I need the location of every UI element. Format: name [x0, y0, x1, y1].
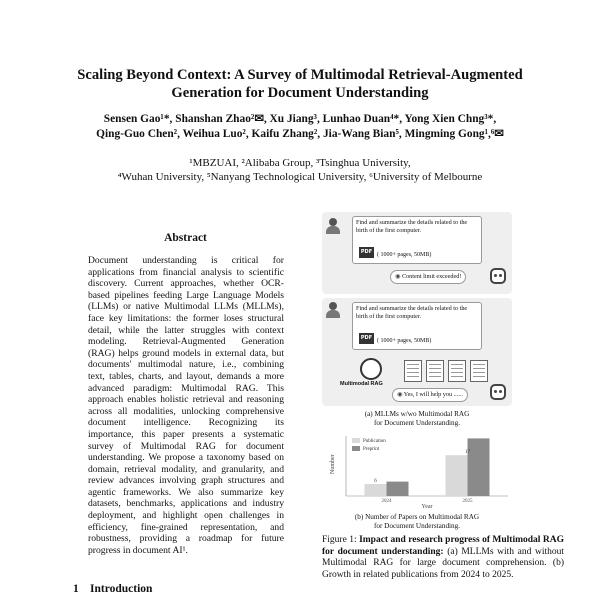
- data-label-2024: 6: [374, 479, 377, 484]
- figure-b-caption: (b) Number of Papers on Multimodal RAG for Document Understanding.: [354, 513, 480, 530]
- pdf-icon: PDF: [359, 247, 374, 258]
- section-number: 1: [73, 583, 79, 595]
- title-line-2: Generation for Document Understanding: [171, 85, 429, 101]
- figure-caption-prefix: Figure 1:: [322, 535, 357, 545]
- legend-label-preprint: Preprint: [363, 447, 380, 452]
- section-heading: Introduction: [90, 583, 153, 595]
- figure-caption-bold: Impact and research progress of Multimodal RAG for document understanding:: [322, 535, 564, 557]
- retrieved-document-icon: [448, 360, 466, 382]
- legend-label-publication: Publication: [363, 439, 386, 444]
- retrieved-document-icon: [404, 360, 422, 382]
- title-line-1: Scaling Beyond Context: A Survey of Multimodal Retrieval-Augmented: [77, 67, 523, 83]
- figure-caption: [322, 535, 564, 581]
- authors-line-2: Qing-Guo Chen², Weihua Luo², Kaifu Zhang², Jia-Wang Bian⁵, Mingming Gong¹,⁶✉: [96, 128, 504, 140]
- figure-a-caption: (a) MLLMs w/wo Multimodal RAG for Document Understanding.: [364, 410, 470, 427]
- legend-swatch-preprint: [352, 446, 360, 451]
- robot-icon: [490, 268, 506, 284]
- affiliations-line-2: ⁴Wuhan University, ⁵Nanyang Technological University, ⁶University of Melbourne: [117, 171, 483, 183]
- figure-a-panel-with-rag: [322, 298, 512, 406]
- section-introduction: [73, 583, 152, 595]
- authors-line-1: Sensen Gao¹*, Shanshan Zhao²✉, Xu Jiang³, Lunhao Duan⁴*, Yong Xien Chng³*,: [103, 113, 497, 125]
- check-icon: ◉: [397, 391, 404, 398]
- retrieved-document-icon: [426, 360, 444, 382]
- bar-preprint-2025: [468, 438, 490, 496]
- mrag-label: Multimodal RAG: [340, 381, 383, 387]
- bar-publication-2024: [365, 484, 387, 496]
- user-icon: [326, 302, 340, 318]
- user-icon: [326, 218, 340, 234]
- query-bubble: [352, 302, 482, 350]
- x-tick-label-2024: 2024: [381, 499, 392, 504]
- abstract-heading: Abstract: [164, 232, 207, 244]
- legend-swatch-publication: [352, 438, 360, 443]
- y-axis-label: Number: [330, 454, 336, 474]
- retrieved-document-icon: [470, 360, 488, 382]
- affiliations: [40, 156, 560, 184]
- query-text: Find and summarize the details related to the birth of the first computer.: [356, 305, 468, 320]
- pdf-icon: PDF: [359, 333, 374, 344]
- multimodal-rag-icon: [360, 358, 382, 380]
- figure-a-panel-without-rag: [322, 212, 512, 294]
- query-text: Find and summarize the details related to the birth of the first computer.: [356, 219, 468, 234]
- figure-caption-body: (a) MLLMs with and without Multimodal RAG for large document comprehension. (b) Growth in related publications from 2024 to 2025.: [322, 546, 564, 580]
- figure-b-chart: [322, 432, 512, 512]
- pages-label: ( 1000+ pages, 50MB): [377, 338, 432, 344]
- query-bubble: [352, 216, 482, 264]
- x-axis-label: Year: [421, 504, 433, 510]
- bar-publication-2025: [446, 455, 468, 496]
- affiliations-line-1: ¹MBZUAI, ²Alibaba Group, ³Tsinghua University,: [189, 157, 411, 169]
- data-label-2025: 17: [465, 450, 470, 456]
- paper-title: [40, 66, 560, 102]
- response-fail: ◉ Content limit exceeded!: [390, 270, 466, 284]
- x-tick-label-2025: 2025: [462, 499, 473, 504]
- pages-label: ( 1000+ pages, 50MB): [377, 252, 432, 258]
- robot-icon: [490, 384, 506, 400]
- abstract-body: Document understanding is critical for applications from financial analysis to scientific discovery. Current approaches, whether OCR-based pipelines feeding Large Language Models (LLMs) or native Multimodal LLMs (MLLMs), face key limitations: the former loses structural detail, while the latter struggles with context modeling. Retrieval-Augmented Generation (RAG) helps ground models in external data, but documents' multimodal nature, i.e., combining text, tables, charts, and layout, demands a more advanced paradigm: Multimodal RAG. This approach enables holistic retrieval and reasoning across all modalities, unlocking comprehensive document intelligence. Recognizing its importance, this paper presents a systematic survey of Multimodal RAG for document understanding. We propose a taxonomy based on domain, retrieval modality, and granularity, and review advances involving graph structures and agentic frameworks. We also summarize key datasets, benchmarks, applications and industry deployment, and highlight open challenges in efficiency, fine-grained representation, and robustness, providing a roadmap for future progress in document AI¹.: [88, 255, 284, 556]
- bar-preprint-2024: [387, 482, 409, 496]
- authors: [40, 112, 560, 142]
- response-ok: ◉ Yes, I will help you ......: [392, 388, 468, 402]
- warning-icon: ◉: [395, 273, 402, 280]
